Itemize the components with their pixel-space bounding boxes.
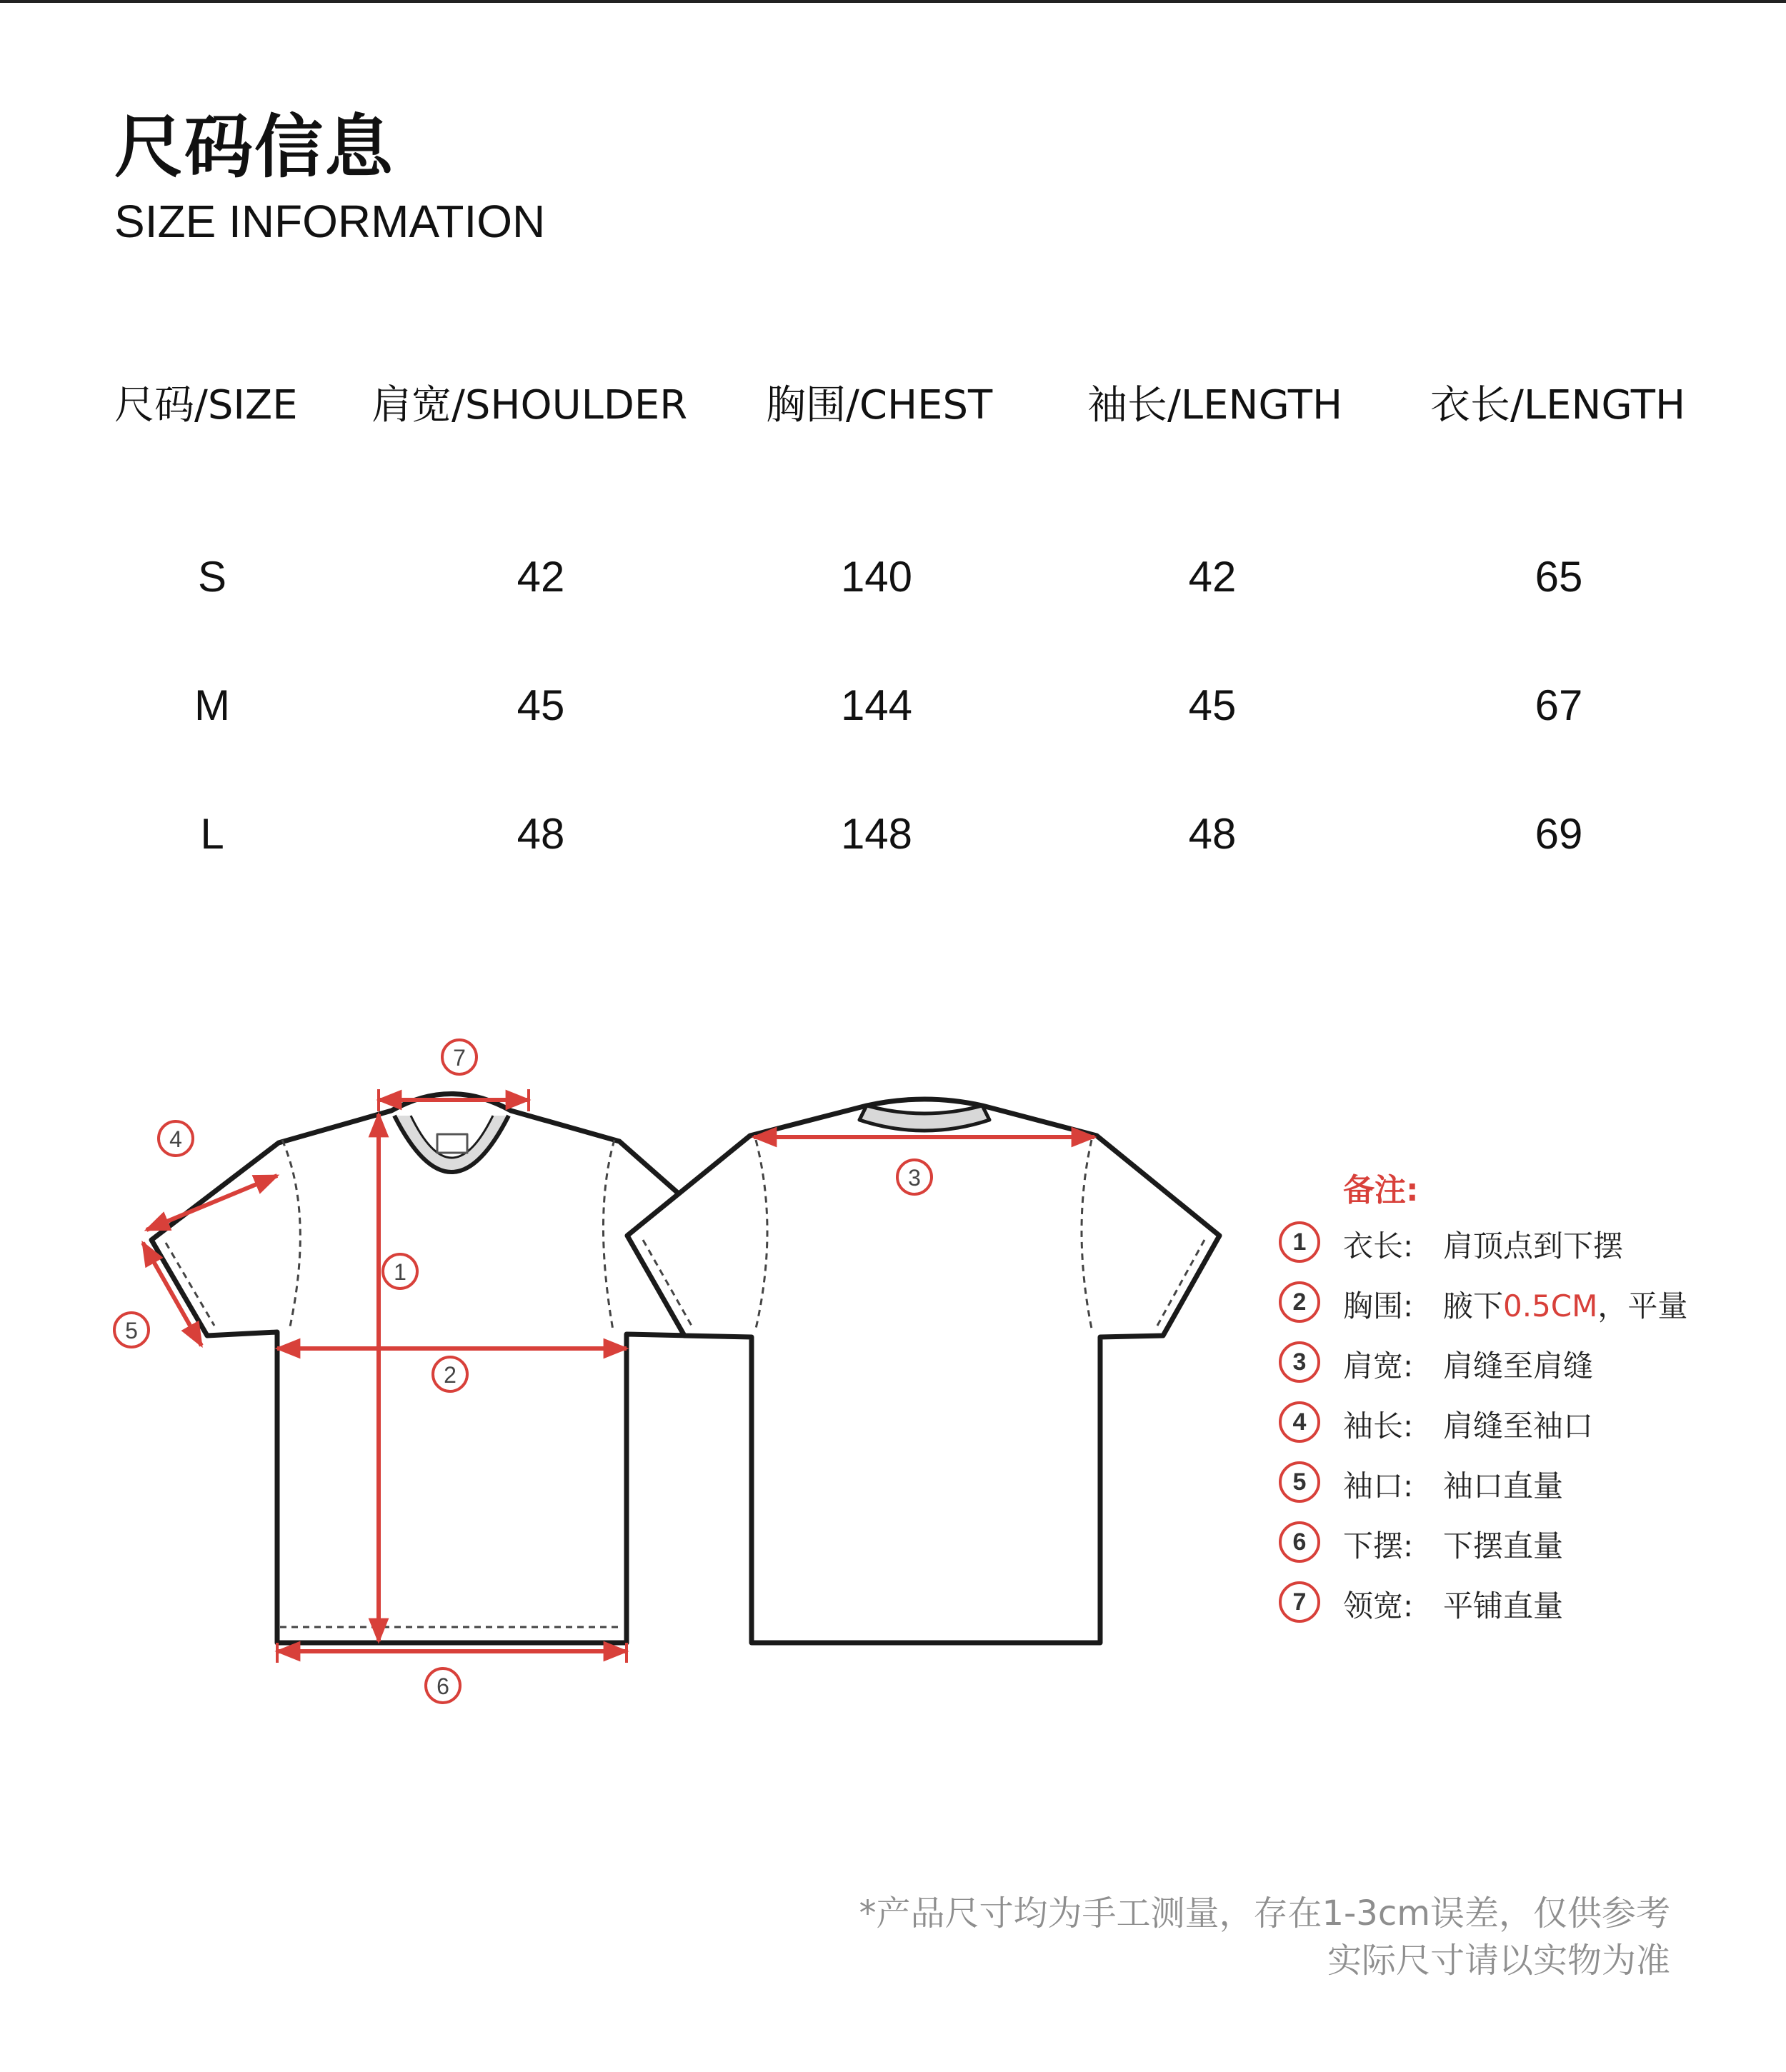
note-label: 胸围: [1343, 1288, 1414, 1323]
table-cell-sleeve-length: 45 [1188, 681, 1237, 729]
table-cell-chest: 144 [840, 681, 913, 729]
marker-6-label: 6 [436, 1673, 449, 1699]
marker-2-label: 2 [444, 1362, 457, 1388]
column-header-size: 尺码/SIZE [114, 382, 298, 429]
note-description: 平铺直量 [1443, 1588, 1564, 1623]
front-tshirt [151, 1094, 689, 1643]
note-item [1279, 1214, 1779, 1264]
note-label: 袖长: [1343, 1408, 1414, 1443]
note-number: 4 [1279, 1401, 1320, 1443]
note-label: 袖口: [1343, 1468, 1414, 1503]
note-description [1443, 1283, 1687, 1326]
note-label: 肩宽: [1343, 1348, 1414, 1383]
table-cell-body-length: 65 [1535, 553, 1583, 601]
marker-1-label: 1 [394, 1259, 406, 1285]
table-cell-size: M [194, 681, 230, 729]
note-number: 7 [1279, 1581, 1320, 1623]
notes-title: 备注: [1343, 1172, 1419, 1208]
page-title: 尺码信息 [114, 107, 394, 187]
note-label: 领宽: [1343, 1588, 1414, 1623]
table-cell-sleeve-length: 42 [1188, 553, 1237, 601]
marker-5-label: 5 [125, 1318, 138, 1343]
column-header-shoulder: 肩宽/SHOULDER [371, 382, 688, 429]
note-description: 下摆直量 [1443, 1528, 1564, 1563]
table-cell-body-length: 67 [1535, 681, 1583, 729]
table-cell-sleeve-length: 48 [1188, 810, 1237, 858]
marker-7-label: 7 [453, 1045, 466, 1071]
note-number: 2 [1279, 1281, 1320, 1323]
note-number: 3 [1279, 1341, 1320, 1383]
note-item [1279, 1454, 1779, 1504]
footer-note: 实际尺寸请以实物为准 [1327, 1941, 1670, 1981]
column-header-body-length: 衣长/LENGTH [1430, 382, 1686, 429]
note-number: 6 [1279, 1521, 1320, 1563]
note-description: 肩缝至肩缝 [1443, 1348, 1594, 1383]
marker-7 [442, 1040, 477, 1074]
marker-1 [383, 1254, 417, 1288]
note-item [1279, 1574, 1779, 1624]
marker-2 [433, 1357, 467, 1391]
marker-6 [426, 1668, 460, 1703]
table-cell-chest: 140 [840, 553, 913, 601]
note-item [1279, 1394, 1779, 1444]
note-item [1279, 1514, 1779, 1564]
table-cell-shoulder: 42 [517, 553, 565, 601]
note-description: 肩缝至袖口 [1443, 1408, 1594, 1443]
note-item [1279, 1334, 1779, 1384]
table-cell-size: S [197, 553, 227, 601]
table-cell-shoulder: 45 [517, 681, 565, 729]
page-subtitle: SIZE INFORMATION [114, 196, 546, 247]
marker-3-label: 3 [908, 1165, 921, 1191]
table-cell-chest: 148 [840, 810, 913, 858]
note-description: 肩顶点到下摆 [1443, 1228, 1624, 1263]
note-number: 5 [1279, 1461, 1320, 1503]
footer-disclaimer: *产品尺寸均为手工测量，存在1-3cm误差，仅供参考 [859, 1893, 1670, 1933]
note-label: 衣长: [1343, 1228, 1414, 1263]
note-number: 1 [1279, 1221, 1320, 1263]
note-desc-highlight: 0.5CM [1503, 1288, 1598, 1323]
marker-3 [897, 1160, 932, 1194]
table-cell-body-length: 69 [1535, 810, 1583, 858]
marker-4 [159, 1121, 193, 1156]
note-desc-pre: 腋下 [1443, 1288, 1504, 1323]
table-cell-size: L [200, 810, 224, 858]
note-label: 下摆: [1343, 1528, 1414, 1563]
marker-5 [114, 1313, 149, 1347]
note-description: 袖口直量 [1443, 1468, 1564, 1503]
note-desc-post: ，平量 [1597, 1288, 1688, 1323]
note-item [1279, 1274, 1779, 1324]
table-cell-shoulder: 48 [517, 810, 565, 858]
column-header-sleeve-length: 袖长/LENGTH [1087, 382, 1343, 429]
top-divider [0, 0, 1786, 3]
marker-4-label: 4 [169, 1126, 182, 1152]
column-header-chest: 胸围/CHEST [766, 382, 993, 429]
